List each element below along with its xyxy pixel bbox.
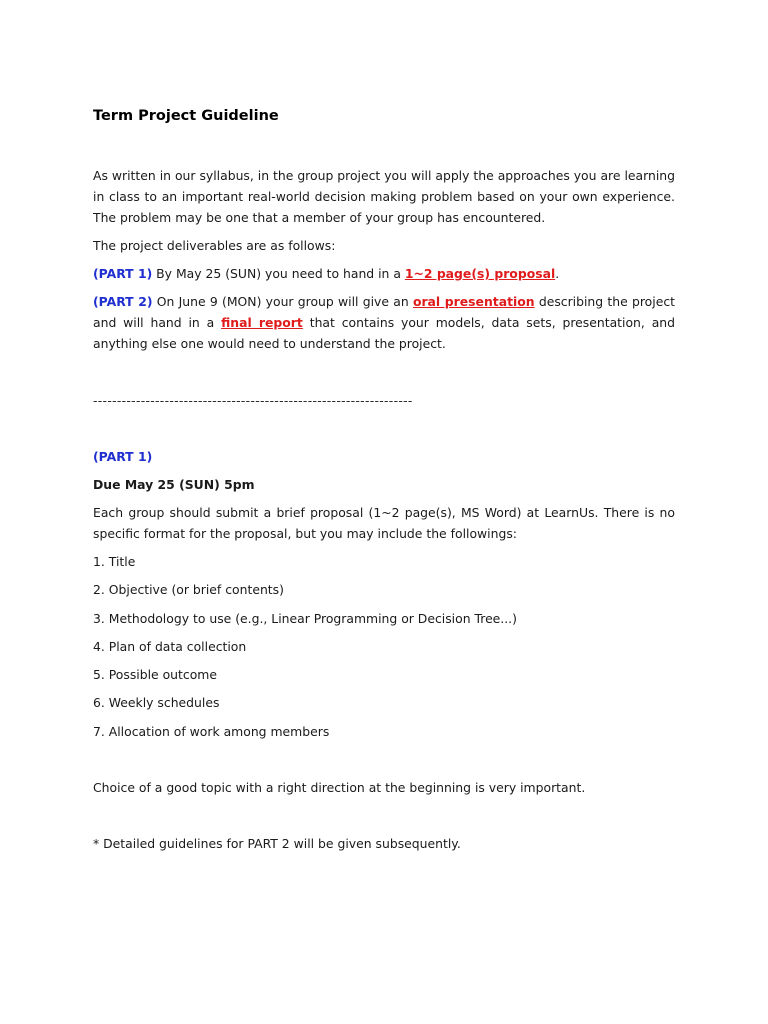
final-report-highlight: final report bbox=[221, 315, 303, 330]
list-item: 3. Methodology to use (e.g., Linear Programming or Decision Tree...) bbox=[93, 610, 517, 626]
document-body bbox=[93, 106, 675, 854]
footnote: * Detailed guidelines for PART 2 will be given subsequently. bbox=[93, 836, 461, 852]
choice-note: Choice of a good topic with a right direction at the beginning is very important. bbox=[93, 780, 586, 796]
section-divider: ------------------------------------------------------------------- bbox=[93, 393, 413, 408]
part2-text-middle: describing the project and will hand in a bbox=[93, 294, 675, 330]
list-item: 5. Possible outcome bbox=[93, 667, 217, 683]
due-date: Due May 25 (SUN) 5pm bbox=[93, 477, 255, 492]
part1-label: (PART 1) bbox=[93, 266, 153, 281]
deliverables-intro: The project deliverables are as follows: bbox=[93, 238, 336, 253]
part2-label: (PART 2) bbox=[93, 294, 153, 309]
oral-presentation-highlight: oral presentation bbox=[412, 294, 535, 309]
part2-text-before: On June 9 (MON) your group will give an bbox=[152, 294, 413, 309]
part1-text-before: By May 25 (SUN) you need to hand in a bbox=[152, 266, 405, 281]
list-item: 4. Plan of data collection bbox=[93, 638, 247, 654]
list-item: 6. Weekly schedules bbox=[93, 695, 220, 711]
part2-deliverable bbox=[93, 291, 675, 354]
proposal-highlight: 1~2 page(s) proposal bbox=[404, 266, 556, 281]
section-part-label: (PART 1) bbox=[93, 449, 153, 464]
part1-text-after: . bbox=[555, 266, 560, 281]
document-title: Term Project Guideline bbox=[93, 108, 279, 124]
list-item: 7. Allocation of work among members bbox=[93, 723, 330, 739]
proposal-items-list bbox=[93, 551, 675, 742]
part1-deliverable bbox=[93, 263, 675, 284]
list-item: 1. Title bbox=[93, 554, 136, 569]
proposal-description: Each group should submit a brief proposal (1~2 page(s), MS Word) at LearnUs. There is no specific format for the proposal, but you may include the followings: bbox=[93, 505, 675, 541]
part2-text-after: that contains your models, data sets, presentation, and anything else one would need to understand the project. bbox=[93, 315, 676, 351]
intro-paragraph: As written in our syllabus, in the group project you will apply the approaches you are learning in class to an important real-world decision making problem based on your own experience. The problem may be one that a member of your group has encountered. bbox=[93, 168, 675, 225]
list-item: 2. Objective (or brief contents) bbox=[93, 582, 284, 598]
